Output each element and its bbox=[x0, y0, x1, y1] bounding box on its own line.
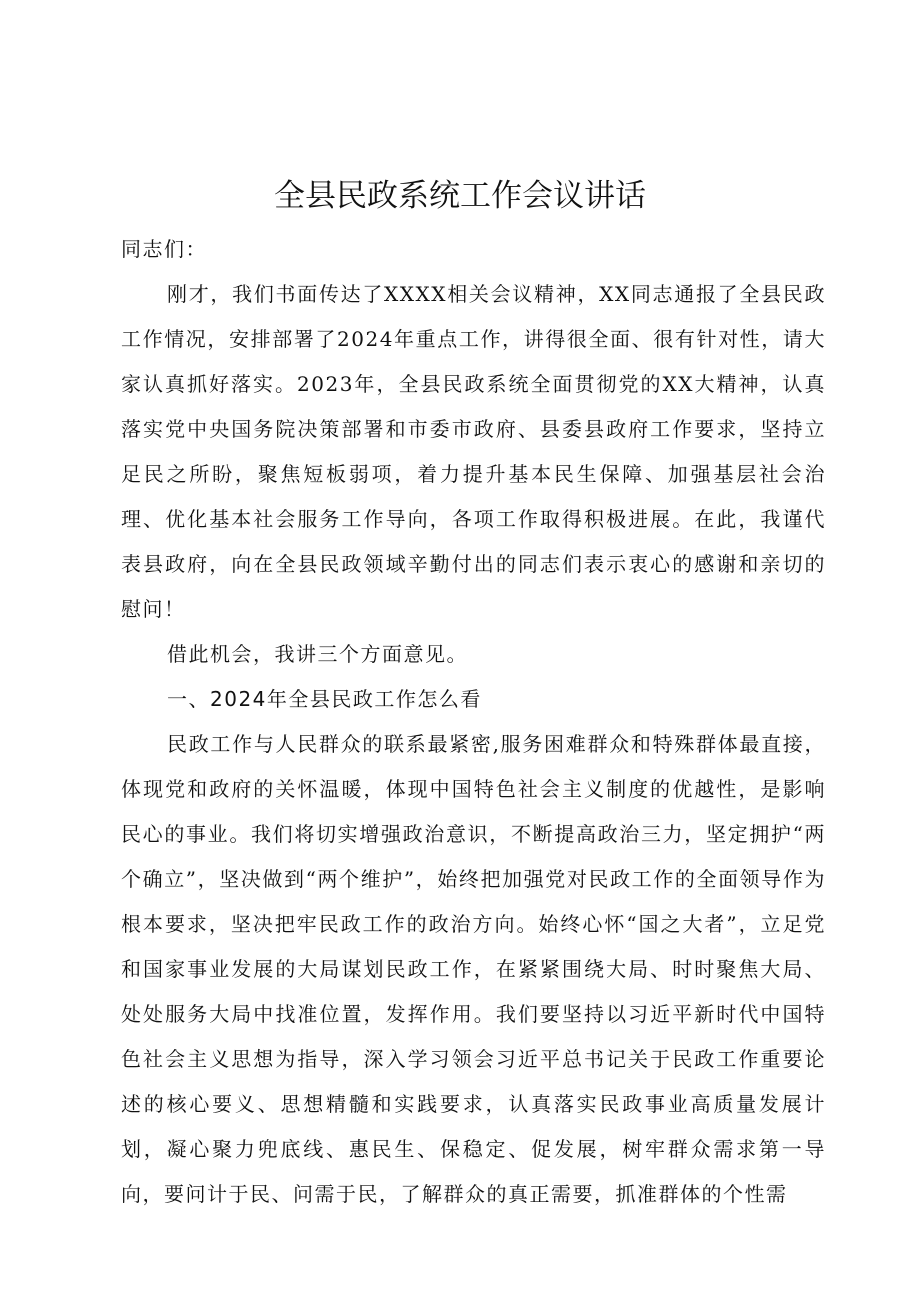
document-body bbox=[121, 227, 826, 1217]
paragraph-opening: 刚才，我们书面传达了XXXX相关会议精神，XX同志通报了全县民政工作情况，安排部署了2024年重点工作，讲得很全面、很有针对性，请大家认真抓好落实。2023年，全县民政系统全面贯彻党的XX大精神，认真落实党中央国务院决策部署和市委市政府、县委县政府工作要求，坚持立足民之所盼，聚焦短板弱项，着力提升基本民生保障、加强基层社会治理、优化基本社会服务工作导向，各项工作取得积极进展。在此，我谨代表县政府，向在全县民政领域辛勤付出的同志们表示衷心的感谢和亲切的慰问！ bbox=[121, 282, 826, 621]
section-heading: 一、2024年全县民政工作怎么看 bbox=[167, 687, 482, 711]
section-paragraph: 民政工作与人民群众的联系最紧密,服务困难群众和特殊群体最直接，体现党和政府的关怀温暖，体现中国特色社会主义制度的优越性，是影响民心的事业。我们将切实增强政治意识，不断提高政治三力，坚定拥护“两个确立”，坚决做到“两个维护”，始终把加强党对民政工作的全面领导作为根本要求，坚决把牢民政工作的政治方向。始终心怀“国之大者”，立足党和国家事业发展的大局谋划民政工作，在紧紧围绕大局、时时聚焦大局、处处服务大局中找准位置，发挥作用。我们要坚持以习近平新时代中国特色社会主义思想为指导，深入学习领会习近平总书记关于民政工作重要论述的核心要义、思想精髓和实践要求，认真落实民政事业高质量发展计划，凝心聚力兜底线、惠民生、保稳定、促发展，树牢群众需求第一导向，要问计于民、问需于民，了解群众的真正需要，抓准群体的个性需 bbox=[121, 732, 826, 1206]
document-title: 全县民政系统工作会议讲话 bbox=[274, 178, 646, 214]
salutation: 同志们： bbox=[121, 237, 207, 261]
paragraph-three-points: 借此机会，我讲三个方面意见。 bbox=[167, 642, 468, 666]
